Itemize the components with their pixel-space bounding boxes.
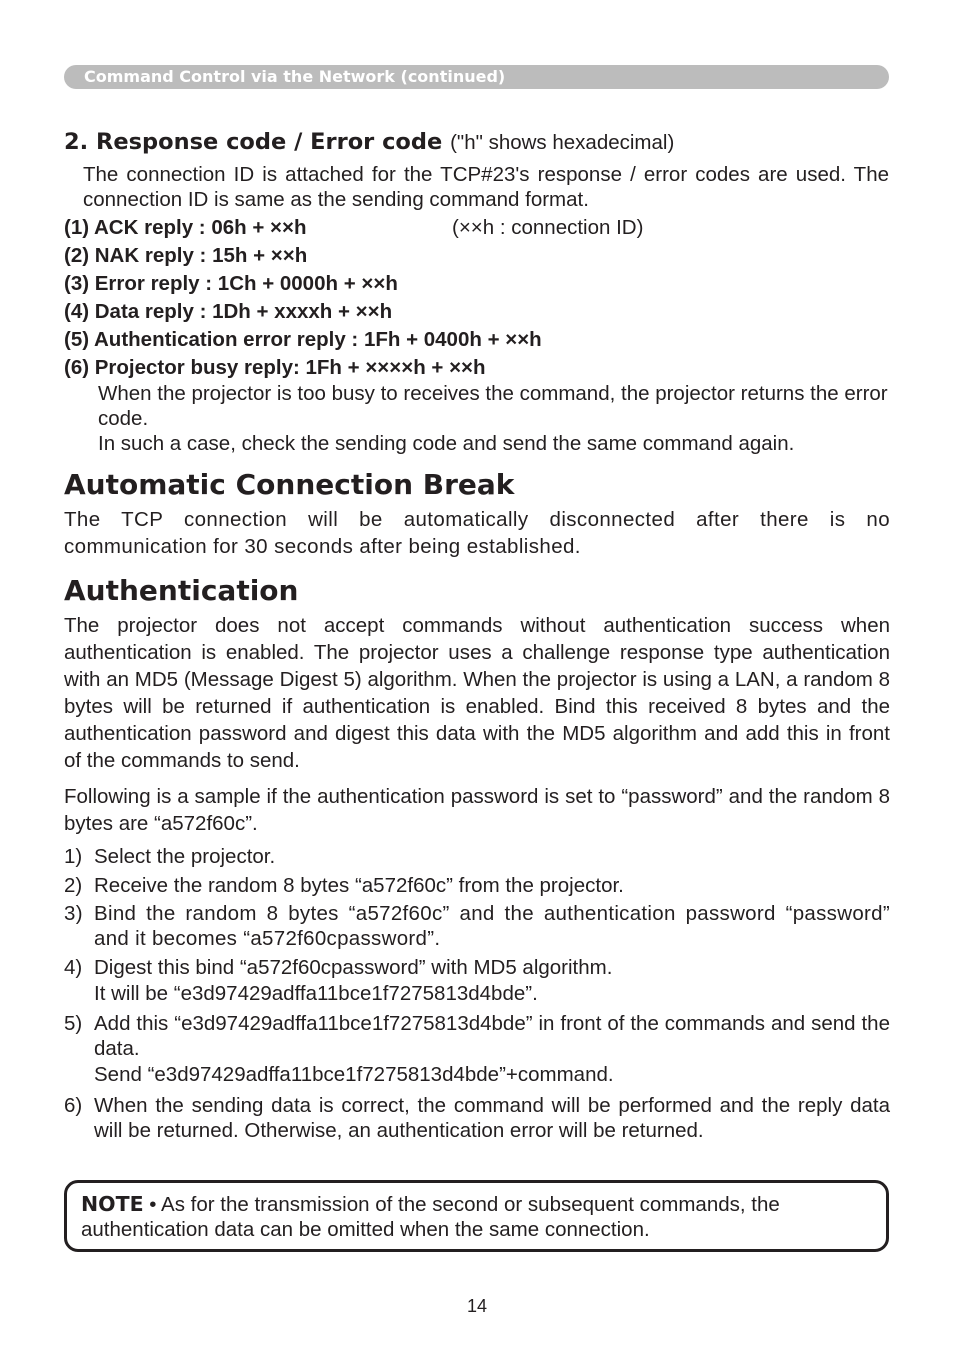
ack-note: (××h : connection ID) [452,216,644,239]
authentication-para1: The projector does not accept commands without authentication success when authentication is enabled. The projector uses a challenge response type authentication with an MD5 (Message Digest 5) algorithm. When the projector is using a LAN, a random 8 bytes will be returned if authentication is enabled. Bind this received 8 bytes and the authentication password and digest this data with the MD5 algorithm and add this in front of the commands to send. [64,614,890,772]
note-text: • As for the transmission of the second or subsequent commands, the authentication data can be omitted when the same connection. [81,1193,780,1241]
step-number: 1) [64,845,83,868]
authentication-steps [64,844,890,1146]
header-bar [64,65,889,89]
list-item [64,901,890,951]
step-number: 4) [64,955,83,979]
response-heading-title: 2. Response code / Error code [64,129,443,155]
step-text: Receive the random 8 bytes “a572f60c” from the projector. [94,873,624,897]
list-item [64,873,890,898]
data-reply: (4) Data reply : 1Dh + xxxxh + ××h [64,300,393,323]
step-number: 3) [64,902,83,925]
nak-reply: (2) NAK reply : 15h + ××h [64,244,308,267]
step-text: When the sending data is correct, the command will be performed and the reply data will be returned. Otherwise, an authentication error will be returned. [94,1093,890,1142]
authentication-para2: Following is a sample if the authentication password is set to “password” and the random 8 bytes are “a572f60c”. [64,785,890,835]
step-text: Digest this bind “a572f60cpassword” with MD5 algorithm. [94,955,613,979]
step-number: 6) [64,1093,83,1117]
step-text: Bind the random 8 bytes “a572f60c” and the authentication password “password” and it becomes “a572f60cpassword”. [94,902,890,950]
list-item [64,955,890,1008]
list-item [64,844,890,869]
list-item [64,1011,890,1089]
authentication-heading: Authentication [64,574,299,607]
auth-error-reply: (5) Authentication error reply : 1Fh + 0400h + ××h [64,328,542,351]
response-intro: The connection ID is attached for the TCP#23's response / error codes are used. The connection ID is same as the sending command format. [83,163,889,211]
error-reply: (3) Error reply : 1Ch + 0000h + ××h [64,272,398,295]
response-heading [64,128,674,157]
page-number: 14 [466,1296,488,1316]
step-subtext: It will be “e3d97429adffa11bce1f7275813d4bde”. [94,981,538,1005]
ack-reply: (1) ACK reply : 06h + ××h [64,216,307,239]
header-title: Command Control via the Network (continued) [84,67,506,86]
auto-break-text: The TCP connection will be automatically disconnected after there is no communication for 30 seconds after being established. [64,508,890,558]
step-subtext: Send “e3d97429adffa11bce1f7275813d4bde”+command. [94,1063,614,1086]
step-text: Select the projector. [94,845,276,868]
busy-description-retry: In such a case, check the sending code and send the same command again. [98,432,795,455]
note-label: NOTE [81,1192,144,1216]
busy-reply: (6) Projector busy reply: 1Fh + ××××h + ××h [64,356,486,379]
note-box [64,1180,889,1252]
response-heading-note: ("h" shows hexadecimal) [450,131,675,154]
step-number: 5) [64,1012,83,1035]
list-item [64,1093,890,1143]
step-text: Add this “e3d97429adffa11bce1f7275813d4bde” in front of the commands and send the data. [94,1012,890,1060]
auto-break-heading: Automatic Connection Break [64,468,515,501]
step-number: 2) [64,873,83,897]
busy-description: When the projector is too busy to receives the command, the projector returns the error code. [98,382,888,430]
